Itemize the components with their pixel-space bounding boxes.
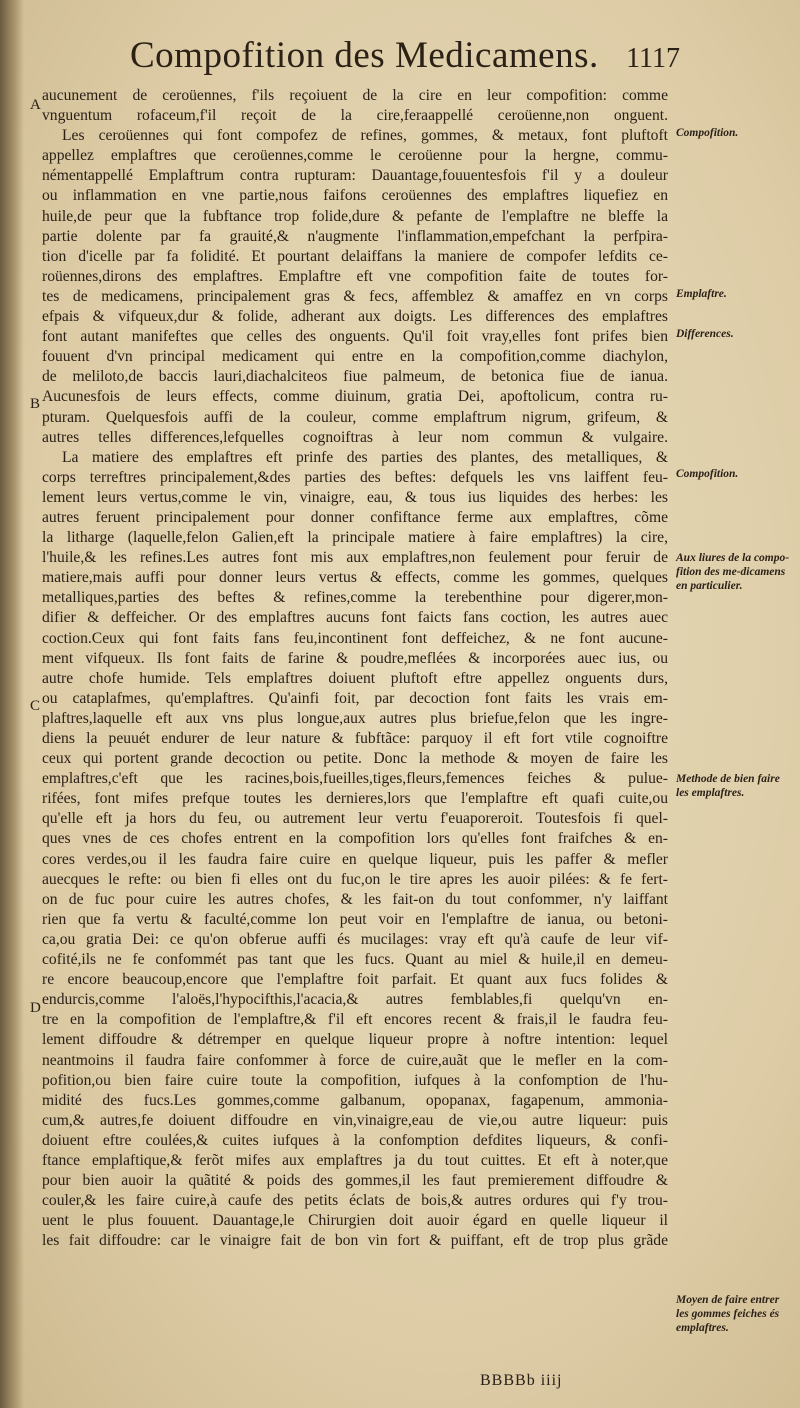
text-line: cores verdes,ou il les faudra faire cuire en quelque liqueur, puis les paffer & mefler [42,850,668,868]
text-line: huile,de peur que la fubftance trop folide,dure & pefante de l'emplaftre ne bleffe la [42,207,668,225]
text-line: cum,& autres,fe doiuent diffoudre en vin,vinaigre,eau de vie,ou autre liqueur: puis [42,1111,668,1129]
text-line: pturam. Quelquesfois auffi de la couleur, comme emplaftrum nigrum, grifeum, & [42,408,668,426]
margin-note-emplastre: Emplaftre. [676,288,727,300]
margin-letter-c: C [30,698,41,714]
text-line: ou inflammation en vne partie,nous faifons ceroüennes des emplaftres liquefiez en [42,187,668,205]
text-line: lement leurs vertus,comme le vin, vinaigre, eau, & tous ius liquides des herbes: les [42,488,668,506]
text-line: les fait diffoudre: car le vinaigre fait de bon vin fort & puiffant, eft de trop plus grãde [42,1232,668,1250]
margin-letter-b: B [30,396,41,412]
text-line: ftance emplaftique,& ferõt mifes aux emplaftres ja du tout cuittes. Et eft à noter,que [42,1151,668,1169]
margin-note-livres: Aux liures de la compo-fition des me-dicamens en particulier. [676,552,790,592]
text-line: midité des fucs.Les gommes,comme galbanum, opopanax, fagapenum, ammonia- [42,1091,668,1109]
text-line: pofition,ou bien faire cuire toute la compofition, iufques à la confomption de l'hu- [42,1071,668,1089]
text-line: re encore beaucoup,encore que l'emplaftre foit parfait. Et quant aux fucs folides & [42,971,668,989]
text-line: pour bien auoir la quãtité & poids des gommes,il les faut premierement diffoudre & [42,1172,668,1190]
text-line: difier & deffeicher. Or des emplaftres aucuns font faicts fans coction, les autres auec [42,609,668,627]
text-line: la litharge (laquelle,felon Galien,eft la principale matiere à faire emplaftres) la cire, [42,529,668,547]
text-line: emplaftres,c'eft que les racines,bois,fueilles,tiges,fleurs,femences feiches & pulue- [42,770,668,788]
text-line: de meliloto,de baccis lauri,diachalciteos fiue palmeum, de betonica fiue de ianua. [42,368,668,386]
text-line: ques vnes de ces chofes entrent en la compofition lors qu'elles font fraifches & en- [42,830,668,848]
text-line: metalliques,parties des beftes & refines,comme la terebenthine pour digerer,mon- [42,589,668,607]
margin-note-composition-2: Compofition. [676,468,739,480]
text-line: font autant manifeftes que celles des onguents. Qu'il foit vray,elles font prifes bien [42,328,668,346]
text-line: endurcis,comme l'aloës,l'hypocifthis,l'acacia,& autres femblables,fi quelqu'vn en- [42,991,668,1009]
text-line: appellez emplaftres que ceroüennes,comme le ceroüenne pour la hergne, commu- [42,147,668,165]
body-text [42,86,668,1251]
binding-gutter [0,0,24,1408]
text-line: autres feruent principalement pour donner confiftance ferme aux emplaftres, cõme [42,508,668,526]
text-line: tes de medicamens, principalement gras & fecs, affemblez & amaffez en vn corps [42,287,668,305]
text-line: cofité,ils ne fe confommét pas tant que les fucs. Quant au miel & huile,il en demeu- [42,951,668,969]
text-line: ou cataplafmes, qu'emplaftres. Qu'ainfi foit, par decoction font faits les vrais em- [42,689,668,707]
text-line: plaftres,laquelle eft aux vns plus longue,aux autres plus briefue,felon que les ingre- [42,709,668,727]
text-line: partie dolente par fa grauité,& n'augmente l'inflammation,empefchant la perfpira- [42,227,668,245]
text-line: aucunement de ceroüennes, f'ils reçoiuent de la cire en leur compofition: comme [42,87,668,104]
page-header [130,34,680,94]
running-title: Compofition des Medicamens. [130,35,599,76]
margin-note-methode: Methode de bien faire les emplaftres. [676,773,780,799]
text-line: rien que fa vertu & faculté,comme lon peut voir en l'emplaftre de ianua, ou betoni- [42,910,668,928]
text-line: La matiere des emplaftres eft prinfe des parties des plantes, des metalliques, & [62,448,668,466]
text-line: uent le plus fouuent. Dauantage,le Chirurgien doit auoir égard en quelle liqueur il [42,1212,668,1230]
margin-note-composition: Compofition. [676,127,739,139]
text-line: auecques le refte: ou bien fi elles ont du fuc,on le tire apres les auoir pilées: & fe fert- [42,870,668,888]
text-line: tre en la compofition de l'emplaftre,& f'il eft encores recent & frais,il le faudra feu- [42,1011,668,1029]
text-line: rifées, font mifes prefque toutes les dernieres,lors que l'emplaftre eft quafi cuite,ou [42,790,668,808]
text-line: coction.Ceux qui font faits fans feu,incontinent font deffeichez, & ne font aucune- [42,629,668,647]
text-line: vnguentum rofaceum,f'il reçoit de la cire,feraappellé ceroüenne,non onguent. [42,107,668,125]
text-line: tion d'icelle par fa folidité. Et pourtant delaiffans la maniere de compofer lefdits ce- [42,247,668,265]
margin-letter-d: D [30,1000,41,1016]
margin-note-gommes: Moyen de faire entrer les gommes feiches és emplaftres. [676,1294,780,1334]
margin-letter-a: A [30,97,41,113]
text-line: lement diffoudre & détremper en quelque liqueur propre à noftre intention: lequel [42,1031,668,1049]
text-line: matiere,mais auffi pour donner leurs vertus & effects, comme les gommes, quelques [42,569,668,587]
text-line: neantmoins il faudra faire confommer à force de cuire,auãt que le mefler en la com- [42,1051,668,1069]
text-line: efpais & vifqueux,dur & folide, adherant aux doigts. Les differences des emplaftres [42,308,668,326]
text-line: qu'elle eft ja hors du feu, ou autrement leur vertu f'euaporeroit. Toutesfois fi quel- [42,810,668,828]
text-line: Les ceroüennes qui font compofez de refines, gommes, & metaux, font pluftoft [62,127,668,145]
text-line: autres telles differences,lefquelles cognoiftras à leur nom commun & vulgaire. [42,428,668,446]
text-line: fouuent d'vn principal medicament qui entre en la compofition,comme diachylon, [42,348,668,366]
text-line: doiuent eftre coulées,& cuites iufques à la confomption defdites liqueurs, & confi- [42,1131,668,1149]
text-line: diens la peuuét endurer de leur nature & fubftãce: parquoy il eft fort vtile cognoiftre [42,730,668,747]
text-line: corps terreftres principalement,&des parties des beftes: defquels les vns laiffent feu- [42,468,668,486]
text-line: autre chofe humide. Tels emplaftres doiuent pluftoft eftre appellez onguents durs, [42,669,668,687]
text-line: ca,ou gratia Dei: ce qu'on obferue auffi és mucilages: vray eft qu'à caufe de leur vif- [42,930,668,948]
text-line: l'huile,& les refines.Les autres font mis aux emplaftres,non feulement pour feruir de [42,549,668,567]
text-line: némentappellé Emplaftrum contra rupturam: Dauantage,fouuentesfois f'il y a douleur [42,167,668,185]
margin-note-differences: Differences. [676,328,734,340]
text-line: roüennes,dirons des emplaftres. Emplaftre eft vne compofition faite de toutes for- [42,267,668,285]
text-line: Aucunesfois de leurs effects, comme diuinum, gratia Dei, apoftolicum, contra ru- [42,388,668,406]
text-line: couler,& les faire cuire,à caufe des petits éclats de bois,& autres ordures qui f'y trou- [42,1192,668,1210]
text-line: on de fuc pour cuire les autres chofes, & les fait-on du tout confommer, n'y laiffant [42,890,668,908]
text-line: ceux qui portent grande decoction ou petite. Donc la methode & moyen de faire les [42,750,668,768]
signature-mark: BBBBb iiij [480,1372,563,1389]
folio-number: 1117 [626,43,680,74]
text-line: ment vifqueux. Ils font faits de farine & poudre,meflées & incorporées auec ius, ou [42,649,668,667]
